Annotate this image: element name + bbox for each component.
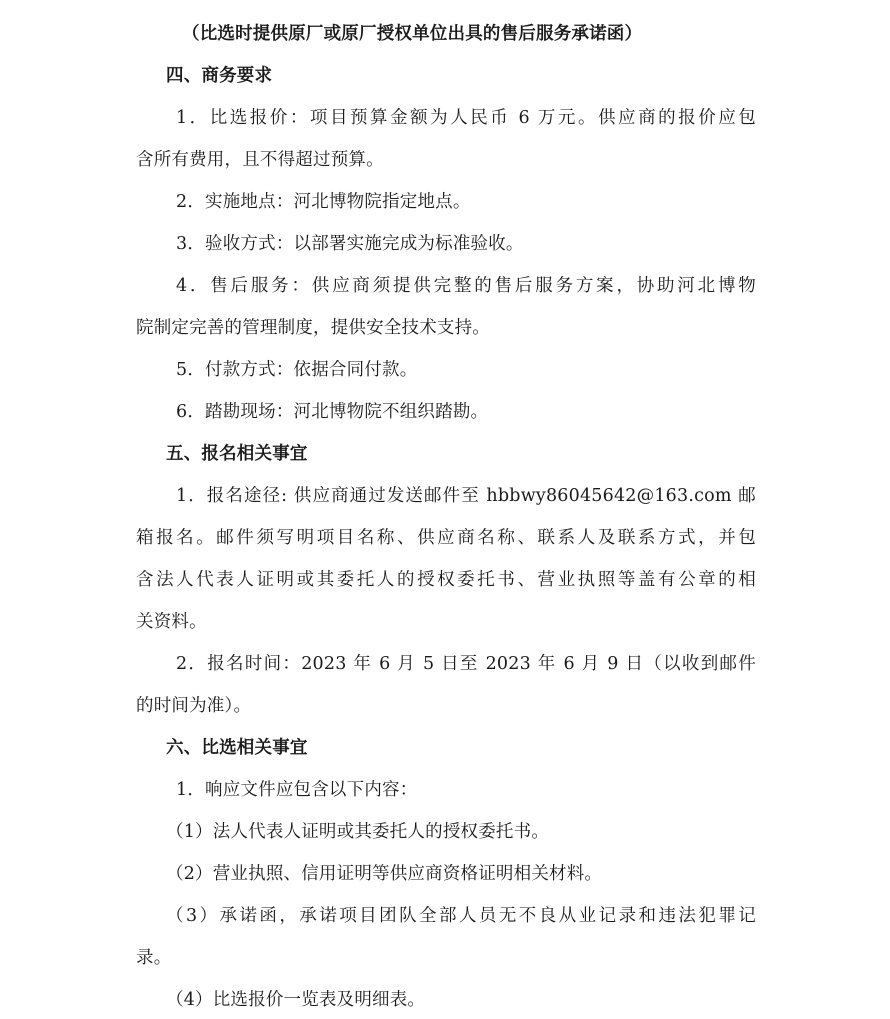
section-6-sub-4: （4）比选报价一览表及明细表。 (166, 990, 426, 1010)
section-4-item-4-line-2: 院制定完善的管理制度，提供安全技术支持。 (136, 318, 490, 338)
section-5-heading: 五、报名相关事宜 (166, 444, 308, 464)
section-5-item-2-line-2: 的时间为准）。 (136, 696, 252, 716)
section-4-item-4-line-1: 4．售后服务：供应商须提供完整的售后服务方案，协助河北博物 (176, 276, 756, 296)
section-5-item-1-line-3: 含法人代表人证明或其委托人的授权委托书、营业执照等盖有公章的相 (136, 570, 756, 590)
section-4-item-2: 2．实施地点：河北博物院指定地点。 (176, 192, 471, 212)
section-6-sub-3-line-2: 录。 (136, 948, 172, 968)
section-6-sub-3-line-1: （3）承诺函，承诺项目团队全部人员无不良从业记录和违法犯罪记 (166, 906, 756, 926)
section-4-item-3: 3．验收方式：以部署实施完成为标准验收。 (176, 234, 524, 254)
section-5-item-1-line-1: 1．报名途径: 供应商通过发送邮件至 hbbwy86045642@163.com 邮 (176, 486, 756, 506)
top-note: （比选时提供原厂或原厂授权单位出具的售后服务承诺函） (182, 24, 643, 44)
section-5-item-1-line-4: 关资料。 (136, 612, 207, 632)
section-5-item-1-line-2: 箱报名。邮件须写明项目名称、供应商名称、联系人及联系方式，并包 (136, 528, 756, 548)
section-6-sub-2: （2）营业执照、信用证明等供应商资格证明相关材料。 (166, 864, 603, 884)
section-4-item-1-line-2: 含所有费用，且不得超过预算。 (136, 150, 384, 170)
section-6-heading: 六、比选相关事宜 (166, 738, 308, 758)
section-6-item-1: 1．响应文件应包含以下内容： (176, 780, 418, 800)
section-4-item-5: 5．付款方式：依据合同付款。 (176, 360, 418, 380)
section-4-item-6: 6．踏勘现场：河北博物院不组织踏勘。 (176, 402, 489, 422)
section-5-item-2-line-1: 2．报名时间：2023 年 6 月 5 日至 2023 年 6 月 9 日（以收到邮件 (176, 654, 756, 674)
section-4-item-1-line-1: 1．比选报价：项目预算金额为人民币 6 万元。供应商的报价应包 (176, 108, 756, 128)
section-6-sub-1: （1）法人代表人证明或其委托人的授权委托书。 (166, 822, 550, 842)
section-4-heading: 四、商务要求 (166, 66, 273, 86)
